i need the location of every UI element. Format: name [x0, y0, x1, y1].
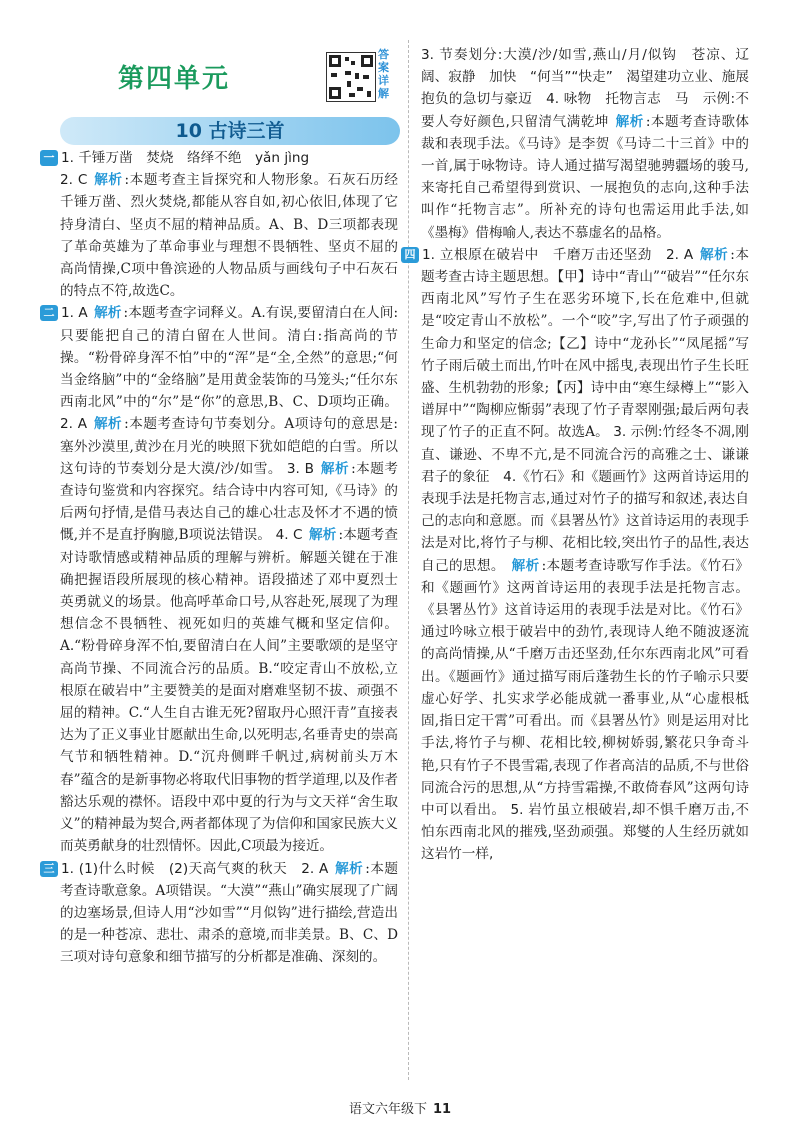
analysis-label: 解析: [320, 460, 350, 477]
answer-text: 3. 节奏划分:大漠/沙/如雪,燕山/月/似钩 苍凉、辽阔、寂静 加快 “何当”“快走” 渴望建功立业、施展抱负的急切与豪迈 4. 咏物 托物言志 马 示例:不要人夸好颜色,只留清气满乾坤: [421, 47, 749, 130]
answer-text: 3. 示例:竹经冬不凋,刚直、谦逊、不卑不亢,是不同流合污的高雅之士、谦谦君子的象征 4.《竹石》和《题画竹》这两首诗运用的表现手法是托物言志,通过对竹子的描写和叙述,表达自己的志向和意愿。而《县署丛竹》这首诗运用的表现手法是对比,将竹子与柳、花相比较,突出竹子的品性,表达自己的思想。: [421, 424, 749, 574]
section-marker-2: 二: [40, 305, 58, 321]
section-1-answer: [43, 147, 398, 169]
answer-text: 1. (1)什么时候 (2)天高气爽的秋天 2. A: [61, 860, 329, 877]
analysis-label: 解析: [94, 172, 123, 189]
section-4-answers: [404, 244, 750, 866]
analysis-label: 解析: [511, 557, 540, 574]
analysis-label: 解析: [309, 527, 337, 544]
section-3-continued: [421, 44, 749, 244]
answer-text: 1. A: [61, 305, 88, 322]
page-footer: [0, 1098, 800, 1117]
right-column: [404, 44, 750, 866]
analysis-text: :本题考查诗歌体裁和表现手法。《马诗》是李贺《马诗二十三首》中的一首,属于咏物诗。诗人通过描写渴望驰骋疆场的骏马,来寄托自己希望得到赏识、一展抱负的志向,这种手法叫作“托物言志”。所补充的诗句也需运用此手法,如《墨梅》借梅喻人,表达不慕虚名的品格。: [421, 113, 749, 241]
analysis-text: :本题考查古诗主题思想。【甲】诗中“青山”“破岩”“任尔东西南北风”写竹子生在恶劣环境下,长在危难中,但就是“咬定青山不放松”。一个“咬”字,写出了竹子顽强的生命力和坚定的信念;【乙】诗中“龙孙长”“凤尾摇”写竹子雨后破土而出,竹叶在风中摇曳,表现出竹子生长旺盛、生机勃勃的形象;【丙】诗中由“寒生绿樽上”“影入谱屏中”“陶柳应惭弱”表现了竹子青翠刚强;最后两句表现了竹子的正直不阿。故选A。: [421, 246, 749, 441]
qr-label: 答案详解: [378, 48, 389, 100]
analysis-label: 解析: [335, 860, 364, 877]
answer-text: 4. C: [275, 527, 303, 544]
analysis-text: :本题考查诗句节奏划分。A项诗句的意思是:塞外沙漠里,黄沙在月光的映照下犹如皑皑的白雪。所以这句诗的节奏划分是大漠/沙/如雪。: [60, 416, 399, 477]
analysis-label: 解析: [93, 416, 123, 433]
answer-text: 2. C: [60, 172, 88, 189]
qr-code-icon[interactable]: [326, 52, 376, 102]
answer-text: 5. 岩竹虽立根破岩,却不惧千磨万击,不怕东西南北风的摧残,坚劲顽强。郑燮的人生经历就如这岩竹一样,: [421, 801, 750, 863]
page-number: 11: [432, 1102, 452, 1117]
footer-subject: 语文六年级下: [348, 1102, 427, 1117]
section-marker-1: 一: [40, 150, 58, 166]
analysis-text: :本题考查主旨探究和人物形象。石灰石历经千锤万凿、烈火焚烧,都能从容自如,初心依旧,体现了它持身清白、坚贞不屈的精神品质。A、B、D三项都表现了革命英雄为了革命事业与理想不畏牺牲、坚贞不屈的高尚情操,C项中鲁滨逊的人物品质与画线句子中石灰石的特点不符,故选C。: [60, 172, 398, 300]
analysis-text: :本题考查对诗歌情感或精神品质的理解与辨析。解题关键在于准确把握语段所展现的核心精神。语段描述了邓中夏烈士英勇就义的场景。他高呼革命口号,从容赴死,展现了为理想信念不畏牺牲、视死如归的英雄气概和坚定信仰。A.“粉骨碎身浑不怕,要留清白在人间”主要歌颂的是坚守高尚节操、不同流合污的品质。B.“咬定青山不放松,立根原在破岩中”主要赞美的是面对磨难坚韧不拔、顽强不屈的精神。C.“人生自古谁无死?留取丹心照汗青”直接表达为了正义事业甘愿献出生命,以死明志,名垂青史的崇高气节和牺牲精神。D.“沉舟侧畔千帆过,病树前头万木春”蕴含的是新事物必将取代旧事物的哲学道理,以及作者豁达乐观的襟怀。语段中邓中夏的行为与文天祥“舍生取义”的精神最为契合,两者都体现了为信仰和国家民族大义而英勇献身的壮烈情怀。因此,C项最为接近。: [60, 527, 398, 855]
lesson-title: 10 古诗三首: [175, 120, 285, 142]
answer-text: 1. 千锤万凿 焚烧 络绎不绝 yǎn jìng: [61, 150, 310, 166]
analysis-text: :本题考查诗歌写作手法。《竹石》和《题画竹》这两首诗运用的表现手法是托物言志。《县署丛竹》这首诗运用的表现手法是对比。《竹石》通过吟咏立根于破岩中的劲竹,表现诗人绝不随波逐流的高尚情操,从“千磨万击还坚劲,任尔东西南北风”可看出。《题画竹》通过描写雨后蓬勃生长的竹子喻示只要虚心好学、扎实求学必能成就一番事业,从“心虚根柢固,指日定干霄”可看出。而《县署丛竹》则是运用对比手法,将竹子与柳、花相比较,柳树娇弱,繁花只争奇斗艳,只有竹子不畏雪霜,表现了作者高洁的品质,不与世俗同流合污的思想,从“方持雪霜操,不敢倚春风”这两句诗中可以看出。: [421, 557, 750, 818]
section-1-explanation: [60, 169, 398, 302]
section-marker-4: 四: [401, 247, 419, 263]
section-2-answers: [43, 302, 399, 857]
unit-title: 第四单元: [118, 64, 231, 94]
left-column: [43, 147, 399, 969]
analysis-label: 解析: [615, 113, 644, 130]
column-divider: [408, 40, 409, 1080]
analysis-label: 解析: [700, 246, 729, 263]
answer-text: 2. A: [60, 416, 88, 433]
section-3-answers: [43, 858, 398, 969]
analysis-text: :本题考查诗句鉴赏和内容探究。结合诗中内容可知,《马诗》的后两句抒情,是借马表达自己的雄心壮志及怀才不遇的愤慨,并不是直抒胸臆,B项说法错误。: [60, 460, 398, 544]
section-marker-3: 三: [40, 861, 58, 877]
analysis-text: :本题考查诗歌意象。A项错误。“大漠”“燕山”确实展现了广阔的边塞场景,但诗人用“沙如雪”“月似钩”进行描绘,营造出的是一种苍凉、悲壮、肃杀的意境,而非美景。B、C、D三项对诗句意象和细节描写的分析都是准确、深刻的。: [60, 860, 398, 966]
answer-text: 1. 立根原在破岩中 千磨万击还坚劲 2. A: [422, 246, 694, 263]
answer-text: 3. B: [286, 460, 314, 477]
analysis-label: 解析: [94, 305, 122, 322]
analysis-text: :本题考查字词释义。A.有误,要留清白在人间:只要能把自己的清白留在人世间。清白:指高尚的节操。“粉骨碎身浑不怕”中的“浑”是“全,全然”的意思;“何当金络脑”中的“金络脑”是用黄金装饰的马笼头;“任尔东西南北风”中的“尔”是“你”的意思,B、C、D项均正确。: [60, 305, 399, 411]
